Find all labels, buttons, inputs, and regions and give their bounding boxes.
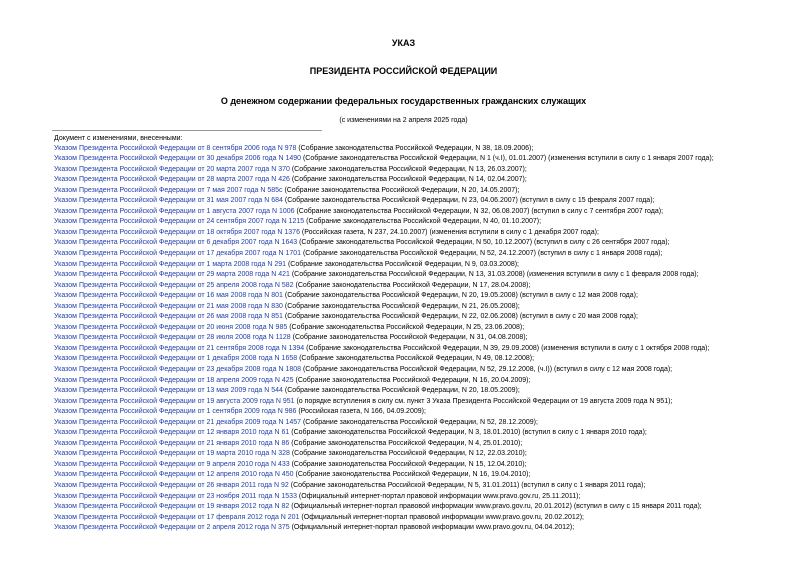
amendment-item: [54, 365, 714, 376]
amendment-source: (Официальный интернет-портал правовой информации www.pravo.gov.ru, 20.01.2012) (вступил в силу с 15 января 2011 года);: [289, 503, 702, 511]
amendment-item: [54, 186, 714, 197]
amendment-source: (Собрание законодательства Российской Федерации, N 13, 26.03.2007);: [289, 165, 527, 173]
amendment-link[interactable]: Указом Президента Российской Федерации от 12 апреля 2010 года N 450: [54, 471, 294, 479]
amendment-link[interactable]: Указом Президента Российской Федерации от 28 июля 2008 года N 1128: [54, 334, 291, 342]
amendment-source: (Собрание законодательства Российской Федерации, N 20, 19.05.2008) (вступил в силу с 12 мая 2008 года);: [282, 292, 638, 300]
amendment-link[interactable]: Указом Президента Российской Федерации от 6 декабря 2007 года N 1643: [54, 239, 298, 247]
amendment-source: (Собрание законодательства Российской Федерации, N 15, 12.04.2010);: [289, 460, 527, 468]
amendment-source: (Собрание законодательства Российской Федерации, N 40, 01.10.2007);: [304, 218, 542, 226]
amendment-link[interactable]: Указом Президента Российской Федерации от 17 февраля 2012 года N 201: [54, 513, 300, 521]
amendment-item: [54, 513, 714, 524]
amendment-item: [54, 196, 714, 207]
amendment-link[interactable]: Указом Президента Российской Федерации от 20 июня 2008 года N 985: [54, 323, 288, 331]
amendment-item: [54, 333, 714, 344]
amendment-link[interactable]: Указом Президента Российской Федерации от 17 декабря 2007 года N 1701: [54, 249, 302, 257]
amendment-source: (Собрание законодательства Российской Федерации, N 39, 29.09.2008) (изменения вступили в силу с 1 октября 2008 года);: [304, 344, 710, 352]
amendments-list: [54, 144, 714, 534]
revision-note: (с изменениями на 2 апреля 2025 года): [339, 117, 468, 124]
amendment-item: [54, 418, 714, 429]
amendment-source: (Собрание законодательства Российской Федерации, N 16, 20.04.2009);: [293, 376, 531, 384]
amendment-source: (Собрание законодательства Российской Федерации, N 14, 02.04.2007);: [289, 176, 527, 184]
document-title: О денежном содержании федеральных государственных гражданских служащих: [220, 96, 587, 106]
amendment-source: (Собрание законодательства Российской Федерации, N 20, 14.05.2007);: [282, 186, 520, 194]
amendment-link[interactable]: Указом Президента Российской Федерации от 25 апреля 2008 года N 582: [54, 281, 294, 289]
amendment-source: (Официальный интернет-портал правовой информации www.pravo.gov.ru, 04.04.2012);: [289, 524, 575, 532]
amendment-item: [54, 344, 714, 355]
amendment-source: (Собрание законодательства Российской Федерации, N 4, 25.01.2010);: [289, 439, 523, 447]
amendment-source: (Собрание законодательства Российской Федерации, N 52, 28.12.2009);: [301, 418, 538, 426]
amendment-source: (Собрание законодательства Российской Федерации, N 20, 18.05.2009);: [282, 387, 520, 395]
amendment-link[interactable]: Указом Президента Российской Федерации от 1 августа 2007 года N 1006: [54, 207, 295, 215]
amendment-source: (Собрание законодательства Российской Федерации, N 17, 28.04.2008);: [293, 281, 531, 289]
amendment-link[interactable]: Указом Президента Российской Федерации от 1 декабря 2008 года N 1658: [54, 355, 298, 363]
amendment-link[interactable]: Указом Президента Российской Федерации от 30 декабря 2006 года N 1490: [54, 155, 302, 163]
amendment-source: (Собрание законодательства Российской Федерации, N 5, 31.01.2011) (вступил в силу с 1 января 2011 года);: [288, 482, 646, 489]
amendment-source: (Собрание законодательства Российской Федерации, N 16, 19.04.2010);: [293, 471, 531, 479]
amendment-link[interactable]: Указом Президента Российской Федерации от 19 января 2012 года N 82: [54, 503, 290, 511]
amendment-link[interactable]: Указом Президента Российской Федерации от 12 января 2010 года N 61: [54, 429, 290, 437]
amendment-link[interactable]: Указом Президента Российской Федерации от 7 мая 2007 года N 585с: [54, 186, 283, 194]
amendment-source: (Собрание законодательства Российской Федерации, N 21, 26.05.2008);: [282, 302, 520, 310]
amendment-item: [54, 302, 714, 313]
amendment-link[interactable]: Указом Президента Российской Федерации от 19 марта 2010 года N 328: [54, 450, 290, 458]
amendment-item: [54, 492, 714, 503]
amendment-item: [54, 281, 714, 292]
amendment-link[interactable]: Указом Президента Российской Федерации от 1 марта 2008 года N 291: [54, 260, 286, 268]
amendment-link[interactable]: Указом Президента Российской Федерации от 21 декабря 2009 года N 1457: [54, 418, 302, 426]
amendment-link[interactable]: Указом Президента Российской Федерации от 1 сентября 2009 года N 986: [54, 408, 297, 416]
amendment-item: [54, 449, 714, 460]
amendment-link[interactable]: Указом Президента Российской Федерации от 28 марта 2007 года N 426: [54, 176, 290, 184]
amendment-source: (Собрание законодательства Российской Федерации, N 25, 23.06.2008);: [287, 323, 525, 331]
amendment-item: [54, 217, 714, 228]
decree-heading: УКАЗ: [391, 38, 416, 48]
amendment-source: (Собрание законодательства Российской Федерации, N 12, 22.03.2010);: [289, 450, 527, 458]
amendment-item: [54, 165, 714, 176]
amendment-item: [54, 260, 714, 271]
amendment-link[interactable]: Указом Президента Российской Федерации от 8 сентября 2006 года N 978: [54, 144, 297, 152]
amendment-source: (Собрание законодательства Российской Федерации, N 49, 08.12.2008);: [297, 355, 535, 363]
amendment-item: [54, 407, 714, 418]
amendment-item: [54, 323, 714, 334]
amendment-item: [54, 354, 714, 365]
amendment-source: (Собрание законодательства Российской Федерации, N 31, 04.08.2008);: [290, 334, 528, 342]
amendment-item: [54, 397, 714, 408]
amendment-source: (Собрание законодательства Российской Федерации, N 13, 31.03.2008) (изменения вступили в силу с 1 февраля 2008 года);: [289, 271, 699, 279]
amendment-source: (Собрание законодательства Российской Федерации, N 22, 02.06.2008) (вступил в силу с 20 мая 2008 года);: [282, 313, 638, 321]
amendment-link[interactable]: Указом Президента Российской Федерации от 18 октября 2007 года N 1376: [54, 228, 300, 236]
amendment-link[interactable]: Указом Президента Российской Федерации от 24 сентября 2007 года N 1215: [54, 218, 305, 226]
amendment-item: [54, 376, 714, 387]
amendment-item: [54, 144, 714, 155]
amendment-link[interactable]: Указом Президента Российской Федерации от 23 декабря 2008 года N 1808: [54, 365, 302, 373]
amendment-item: [54, 481, 714, 492]
amendment-link[interactable]: Указом Президента Российской Федерации от 9 апреля 2010 года N 433: [54, 460, 290, 468]
amendment-item: [54, 238, 714, 249]
amendment-item: [54, 270, 714, 281]
issuer-heading: ПРЕЗИДЕНТА РОССИЙСКОЙ ФЕДЕРАЦИИ: [309, 66, 498, 76]
amendment-link[interactable]: Указом Президента Российской Федерации от 29 марта 2008 года N 421: [54, 271, 290, 279]
amendment-source: (Официальный интернет-портал правовой информации www.pravo.gov.ru, 20.02.2012);: [299, 513, 584, 521]
amendment-source: (Собрание законодательства Российской Федерации, N 52, 24.12.2007) (вступил в силу с 1 января 2008 года);: [301, 249, 663, 257]
amendment-source: (Собрание законодательства Российской Федерации, N 9, 03.03.2008);: [286, 260, 520, 268]
amendment-item: [54, 523, 714, 534]
amendment-link[interactable]: Указом Президента Российской Федерации от 21 мая 2008 года N 830: [54, 302, 283, 310]
amendment-item: [54, 207, 714, 218]
amendment-link[interactable]: Указом Президента Российской Федерации от 21 сентября 2008 года N 1394: [54, 344, 305, 352]
amendment-item: [54, 439, 714, 450]
amendment-link[interactable]: Указом Президента Российской Федерации от 20 марта 2007 года N 370: [54, 165, 290, 173]
amendment-source: (Российская газета, N 237, 24.10.2007) (изменения вступили в силу с 1 декабря 2007 года);: [299, 228, 599, 236]
amendment-item: [54, 470, 714, 481]
amendment-source: (Собрание законодательства Российской Федерации, N 52, 29.12.2008, (ч.I)) (вступил в силу с 12 мая 2008 года);: [301, 365, 673, 373]
amendment-item: [54, 175, 714, 186]
amendment-item: [54, 460, 714, 471]
divider: [52, 130, 322, 131]
amendment-source: (Собрание законодательства Российской Федерации, N 3, 18.01.2010) (вступил в силу с 1 января 2010 года);: [289, 429, 647, 437]
amendment-source: (Собрание законодательства Российской Федерации, N 38, 18.09.2006);: [296, 144, 534, 152]
amendment-source: (Собрание законодательства Российской Федерации, N 32, 06.08.2007) (вступил в силу с 7 сентября 2007 года);: [294, 207, 664, 215]
amendment-source: (Собрание законодательства Российской Федерации, N 50, 10.12.2007) (вступил в силу с 26 сентября 2007 года);: [297, 239, 670, 247]
amendment-item: [54, 386, 714, 397]
amendment-source: (Официальный интернет-портал правовой информации www.pravo.gov.ru, 25.11.2011);: [296, 492, 581, 500]
amendment-item: [54, 502, 714, 513]
amendment-item: [54, 312, 714, 323]
amendment-item: [54, 428, 714, 439]
amendment-item: [54, 154, 714, 165]
amendment-item: [54, 291, 714, 302]
amendment-link[interactable]: Указом Президента Российской Федерации от 21 января 2010 года N 86: [54, 439, 290, 447]
amendment-source: (о порядке вступления в силу см. пункт 3 Указа Президента Российской Федерации от 19 августа 2009 года N 951);: [294, 397, 673, 405]
amendment-link[interactable]: Указом Президента Российской Федерации от 26 января 2011 года N 92: [54, 482, 289, 489]
amendment-source: (Собрание законодательства Российской Федерации, N 23, 04.06.2007) (вступил в силу с 15 февраля 2007 года);: [282, 197, 655, 205]
amendment-link[interactable]: Указом Президента Российской Федерации от 31 мая 2007 года N 684: [54, 197, 283, 205]
amendment-link[interactable]: Указом Президента Российской Федерации от 26 мая 2008 года N 851: [54, 313, 283, 321]
amendment-item: [54, 249, 714, 260]
amendment-link[interactable]: Указом Президента Российской Федерации от 19 августа 2009 года N 951: [54, 397, 295, 405]
amendment-link[interactable]: Указом Президента Российской Федерации от 2 апреля 2012 года N 375: [54, 524, 290, 532]
amendment-link[interactable]: Указом Президента Российской Федерации от 13 мая 2009 года N 544: [54, 387, 283, 395]
amendment-source: (Российская газета, N 166, 04.09.2009);: [296, 408, 426, 416]
amendment-link[interactable]: Указом Президента Российской Федерации от 23 ноября 2011 года N 1533: [54, 492, 297, 500]
amendment-item: [54, 228, 714, 239]
amendment-link[interactable]: Указом Президента Российской Федерации от 16 мая 2008 года N 801: [54, 292, 283, 300]
amendment-source: (Собрание законодательства Российской Федерации, N 1 (ч.I), 01.01.2007) (изменения вступили в силу с 1 января 2007 года);: [301, 155, 714, 163]
amendments-intro: Документ с изменениями, внесенными:: [54, 135, 183, 142]
amendment-link[interactable]: Указом Президента Российской Федерации от 18 апреля 2009 года N 425: [54, 376, 294, 384]
